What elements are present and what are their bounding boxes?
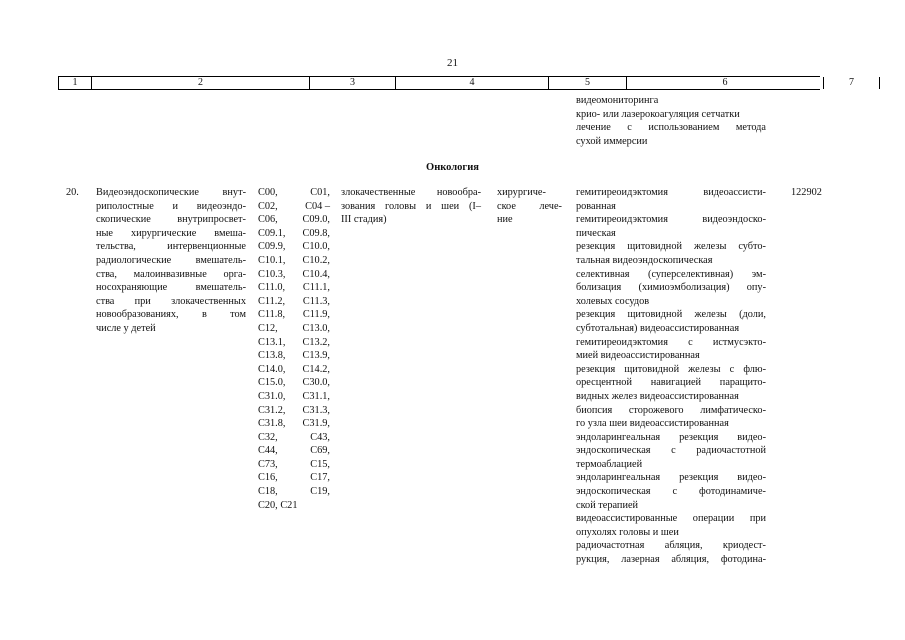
text-line: ской терапией — [576, 499, 639, 511]
code-row — [258, 322, 330, 336]
text-line: тельства, интервенционные — [96, 241, 246, 253]
icd-code: C31.3, — [302, 404, 330, 416]
icd-code: C04 – — [305, 200, 330, 212]
icd-code: C43, — [310, 431, 330, 443]
text-line: ства, малоинвазивные орга- — [96, 268, 246, 280]
code-row — [258, 417, 330, 431]
icd-code: C10.0, — [302, 241, 330, 253]
code-row — [258, 363, 330, 377]
text-line: болизация (химиоэмболизация) опу- — [576, 282, 766, 294]
table-header-row — [58, 76, 854, 90]
icd-code: C13.1, — [258, 336, 286, 348]
icd-code: C09.9, — [258, 241, 286, 253]
icd-code: C73, — [258, 458, 278, 470]
icd-code: C11.1, — [302, 282, 330, 294]
icd-code: C09.1, — [258, 227, 286, 239]
text-line: гемитиреоидэктомия видеоассисти- — [576, 187, 766, 198]
column-header-4: 4 — [395, 77, 548, 89]
text-line: ние — [497, 214, 513, 226]
code-row — [258, 240, 330, 254]
text-line: числе у детей — [96, 322, 156, 334]
text-line: видных желез видеоассистированная — [576, 390, 739, 402]
code-row — [258, 227, 330, 241]
text-line: видеоассистированные операции при — [576, 513, 766, 525]
icd-code: C11.2, — [258, 295, 286, 307]
text-line: лечение с использованием метода — [576, 122, 766, 134]
icd-code: C00, — [258, 187, 278, 198]
icd-code: C06, — [258, 214, 278, 226]
icd-code: C14.2, — [302, 363, 330, 375]
row-number: 20. — [66, 187, 79, 198]
icd-code: C31.8, — [258, 418, 286, 430]
text-line: сухой иммерсии — [576, 135, 648, 147]
icd-code: C31.2, — [258, 404, 286, 416]
icd-code: C18, — [258, 486, 278, 498]
icd-code: C30.0, — [302, 377, 330, 389]
icd-code: C10.4, — [302, 268, 330, 280]
column-header-6: 6 — [626, 77, 823, 89]
icd-code: C32, — [258, 431, 278, 443]
text-line: радиологические вмешатель- — [96, 254, 246, 266]
intervention-name — [96, 186, 246, 336]
text-line: рованная — [576, 200, 616, 212]
text-line: III стадия) — [341, 214, 387, 226]
text-line: опухолях головы и шеи — [576, 526, 679, 538]
icd-code: C11.9, — [302, 309, 330, 321]
text-line: холевых сосудов — [576, 295, 650, 307]
icd-code: C31.9, — [302, 418, 330, 430]
code-row — [258, 471, 330, 485]
code-row — [258, 281, 330, 295]
column-header-3: 3 — [309, 77, 395, 89]
text-line: хирургиче- — [497, 187, 546, 198]
code-row — [258, 404, 330, 418]
code-row — [258, 431, 330, 445]
text-line: злокачественные новообра- — [341, 187, 481, 198]
text-line: субтотальная) видеоассистированная — [576, 322, 740, 334]
text-line: резекция щитовидной железы с флю- — [576, 363, 766, 375]
text-line: ское лече- — [497, 200, 562, 212]
icd-code: C15, — [310, 458, 330, 470]
icd-code: C17, — [310, 472, 330, 484]
text-line: эндоскопическая с радиочастотной — [576, 445, 766, 457]
text-line: резекция щитовидной железы (доли, — [576, 309, 766, 321]
column-header-7: 7 — [823, 77, 880, 89]
patient-model — [341, 186, 481, 227]
icd-code: C12, — [258, 322, 278, 334]
icd-code: C11.3, — [302, 295, 330, 307]
continued-methods — [576, 94, 766, 148]
code-row — [258, 186, 330, 200]
text-line: резекция щитовидной железы субто- — [576, 241, 766, 253]
treatment-methods — [576, 186, 766, 567]
code-row — [258, 444, 330, 458]
text-line: зования головы и шеи (I– — [341, 200, 481, 212]
page-number: 21 — [447, 57, 458, 69]
text-line: Видеоэндоскопические внут- — [96, 187, 246, 198]
icd-code: C11.0, — [258, 282, 286, 294]
code-row — [258, 268, 330, 282]
code-row — [258, 213, 330, 227]
cost-value: 122902 — [791, 187, 822, 198]
icd-code: C13.8, — [258, 350, 286, 362]
code-row — [258, 295, 330, 309]
icd-code: C31.1, — [302, 390, 330, 402]
icd-code: C69, — [310, 445, 330, 457]
text-line: новообразованиях, в том — [96, 309, 246, 321]
icd-code: C19, — [310, 486, 330, 498]
text-line: гемитиреоидэктомия с истмусэкто- — [576, 336, 766, 348]
icd-code: C20, C21 — [258, 499, 298, 511]
icd-code: C14.0, — [258, 363, 286, 375]
icd-code: C09.0, — [302, 214, 330, 226]
code-row — [258, 390, 330, 404]
text-line: селективная (суперселективная) эм- — [576, 268, 766, 280]
code-row — [258, 376, 330, 390]
text-line: видеомониторинга — [576, 95, 659, 106]
text-line: эндоскопическая с фотодинамиче- — [576, 486, 766, 498]
code-row — [258, 458, 330, 472]
icd-code: C13.0, — [302, 322, 330, 334]
icd-code: C13.9, — [302, 350, 330, 362]
icd-code: C16, — [258, 472, 278, 484]
text-line: эндоларингеальная резекция видео- — [576, 472, 766, 484]
code-row — [258, 200, 330, 214]
text-line: тальная видеоэндоскопическая — [576, 254, 713, 266]
text-line: биопсия сторожевого лимфатическо- — [576, 404, 766, 416]
icd-code: C10.3, — [258, 268, 286, 280]
code-row — [258, 349, 330, 363]
text-line: ные хирургические вмеша- — [96, 227, 246, 239]
text-line: го узла шеи видеоассистированная — [576, 418, 729, 430]
text-line: скопические внутрипросвет- — [96, 214, 246, 226]
code-row — [258, 485, 330, 499]
text-line: ства при злокачественных — [96, 295, 246, 307]
code-row — [258, 499, 330, 513]
text-line: пическая — [576, 227, 616, 239]
icd-code: C10.1, — [258, 254, 286, 266]
text-line: носохраняющие вмешатель- — [96, 282, 246, 294]
text-line: мией видеоассистированная — [576, 350, 700, 362]
text-line: радиочастотная абляция, криодест- — [576, 540, 766, 552]
column-header-2: 2 — [91, 77, 309, 89]
text-line: рукция, лазерная абляция, фотодина- — [576, 554, 766, 566]
icd-code: C11.8, — [258, 309, 286, 321]
text-line: эндоларингеальная резекция видео- — [576, 431, 766, 443]
text-line: риполостные и видеоэндо- — [96, 200, 246, 212]
section-title: Онкология — [426, 162, 479, 173]
code-row — [258, 308, 330, 322]
icd-code: C15.0, — [258, 377, 286, 389]
code-row — [258, 336, 330, 350]
icd-codes — [258, 186, 330, 512]
icd-code: C44, — [258, 445, 278, 457]
icd-code: C02, — [258, 200, 278, 212]
text-line: крио- или лазерокоагуляция сетчатки — [576, 108, 740, 120]
text-line: гемитиреоидэктомия видеоэндоско- — [576, 214, 766, 226]
text-line: термоаблацией — [576, 458, 643, 470]
treatment-type — [497, 186, 562, 227]
icd-code: C31.0, — [258, 390, 286, 402]
code-row — [258, 254, 330, 268]
icd-code: C09.8, — [302, 227, 330, 239]
icd-code: C13.2, — [302, 336, 330, 348]
column-header-5: 5 — [548, 77, 626, 89]
icd-code: C10.2, — [302, 254, 330, 266]
column-header-1: 1 — [58, 77, 91, 89]
text-line: оресцентной навигацией паращито- — [576, 377, 766, 389]
icd-code: C01, — [310, 187, 330, 198]
